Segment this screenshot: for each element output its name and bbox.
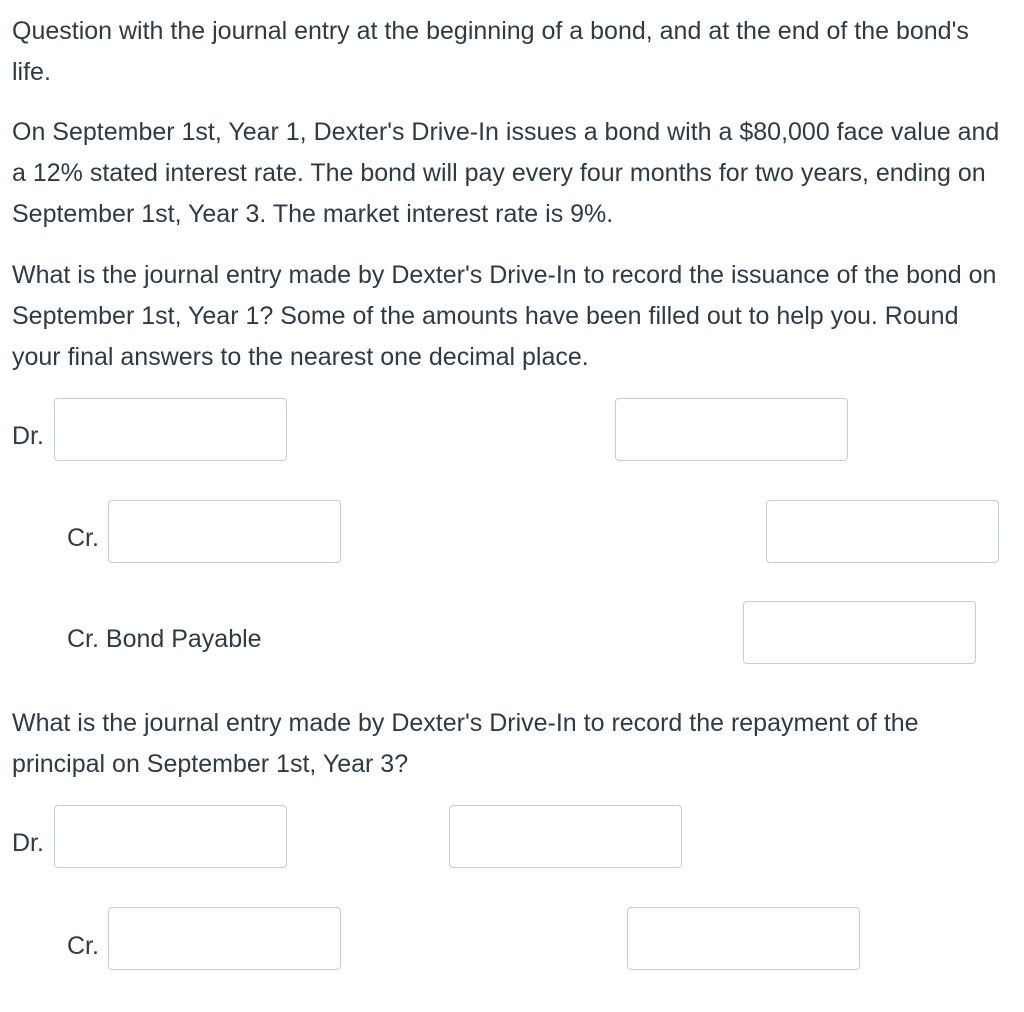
entry2-dr-label: Dr. (12, 829, 44, 857)
entry1-dr-account-input[interactable] (54, 398, 287, 461)
entry1-bond-payable-amount-input[interactable] (743, 601, 976, 664)
question-title: Question with the journal entry at the beginning of a bond, and at the end of the bond's life. (12, 17, 969, 86)
entry2-cr-amount-input[interactable] (627, 907, 860, 970)
entry1-dr-amount-input[interactable] (615, 398, 848, 461)
entry2-cr-account-input[interactable] (108, 907, 341, 970)
entry1-cr1-amount-input[interactable] (766, 500, 999, 563)
bond-scenario: On September 1st, Year 1, Dexter's Drive-In issues a bond with a $80,000 face value and a 12% stated interest rate. The bond will pay every four months for two years, ending on September 1st, Year 3. The market interest rate is 9%. (12, 118, 1000, 228)
entry2-cr-label: Cr. (67, 932, 99, 960)
repayment-prompt: What is the journal entry made by Dexter's Drive-In to record the repayment of the principal on September 1st, Year 3? (12, 709, 919, 778)
entry1-cr1-label: Cr. (67, 524, 99, 552)
entry2-dr-account-input[interactable] (54, 805, 287, 868)
entry2-dr-amount-input[interactable] (449, 805, 682, 868)
entry1-dr-label: Dr. (12, 422, 44, 450)
issuance-prompt: What is the journal entry made by Dexter's Drive-In to record the issuance of the bond on September 1st, Year 1? Some of the amounts have been filled out to help you. Round your final answers to the nearest one decimal place. (12, 261, 997, 371)
entry1-cr2-label: Cr. Bond Payable (67, 625, 262, 653)
entry1-cr1-account-input[interactable] (108, 500, 341, 563)
